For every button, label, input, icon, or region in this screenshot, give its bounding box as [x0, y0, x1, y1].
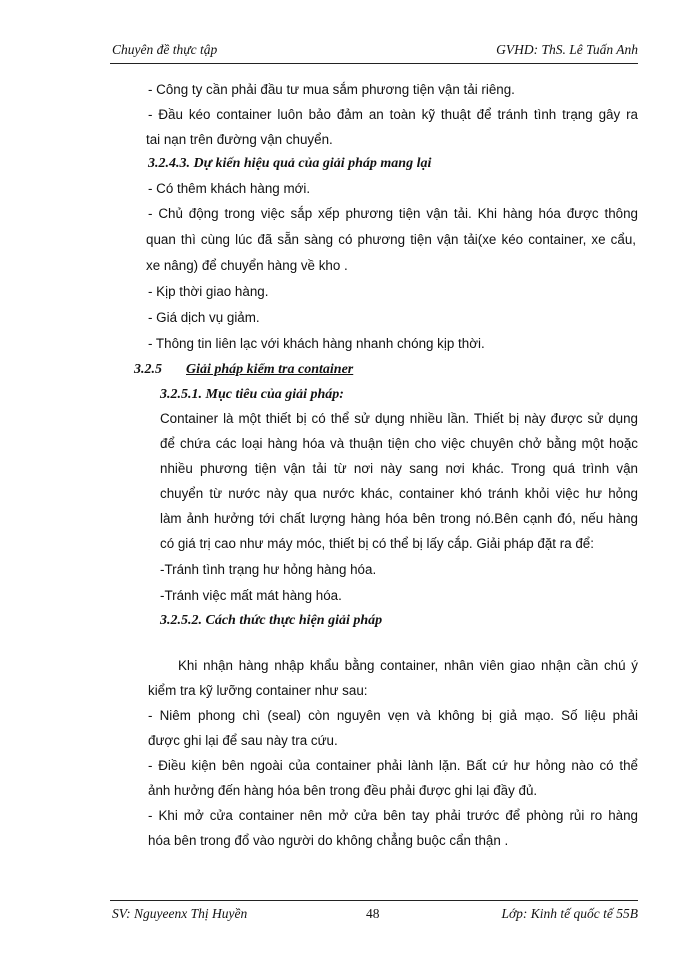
paragraph-line: - Điều kiện bên ngoài của container phải lành lặn. Bất cứ hư hỏng nào có thể — [148, 758, 638, 773]
paragraph-line: được ghi lại để sau này tra cứu. — [148, 733, 338, 748]
paragraph-line: - Có thêm khách hàng mới. — [148, 181, 311, 196]
paragraph-line: Khi nhận hàng nhập khẩu bằng container, nhân viên giao nhận cần chú ý — [178, 658, 638, 673]
page-number: 48 — [366, 906, 380, 921]
page-footer — [112, 906, 638, 926]
paragraph-line: làm ảnh hưởng tới chất lượng hàng hóa bên trong nó.Bên cạnh đó, nếu hàng — [160, 511, 638, 526]
paragraph-line: xe nâng) để chuyển hàng về kho . — [146, 258, 348, 273]
paragraph-line: - Giá dịch vụ giảm. — [148, 310, 260, 325]
section-heading: 3.2.4.3. Dự kiến hiệu quả của giải pháp mang lại — [148, 156, 432, 171]
paragraph-line: - Chủ động trong việc sắp xếp phương tiện vận tải. Khi hàng hóa được thông — [148, 206, 638, 221]
section-heading: Giải pháp kiểm tra container — [186, 362, 354, 377]
section-number: 3.2.5 — [134, 362, 162, 377]
paragraph-line: kiểm tra kỹ lưỡng container như sau: — [148, 683, 368, 698]
subsection-heading: 3.2.5.2. Cách thức thực hiện giải pháp — [160, 613, 383, 628]
paragraph-line: - Công ty cần phải đầu tư mua sắm phương tiện vận tải riêng. — [148, 82, 515, 97]
footer-rule — [110, 900, 638, 901]
paragraph-line: chuyển từ nước này qua nước khác, container khó tránh khỏi việc hư hỏng — [160, 486, 638, 501]
footer-class: Lớp: Kinh tế quốc tế 55B — [501, 906, 638, 921]
paragraph-line: quan thì cùng lúc đã sẵn sàng có phương tiện vận tải(xe kéo container, xe cẩu, — [146, 232, 636, 247]
paragraph-line: - Kịp thời giao hàng. — [148, 284, 269, 299]
footer-student: SV: Nguyeenx Thị Huyền — [112, 906, 248, 921]
subsection-heading: 3.2.5.1. Mục tiêu của giải pháp: — [160, 387, 344, 402]
paragraph-line: - Khi mở cửa container nên mở cửa bên tay phải trước để phòng rủi ro hàng — [148, 808, 638, 823]
paragraph-line: - Thông tin liên lạc với khách hàng nhanh chóng kịp thời. — [148, 336, 485, 351]
paragraph-line: -Tránh việc mất mát hàng hóa. — [160, 588, 342, 603]
paragraph-line: hóa bên trong đổ vào người do không chẳng buộc cẩn thận . — [148, 833, 509, 848]
paragraph-line: -Tránh tình trạng hư hỏng hàng hóa. — [160, 562, 377, 577]
paragraph-line: ảnh hưởng đến hàng hóa bên trong đều phải được ghi lại đầy đủ. — [148, 783, 538, 798]
header-advisor: GVHD: ThS. Lê Tuấn Anh — [496, 42, 638, 57]
header-rule — [110, 63, 638, 64]
paragraph-line: Container là một thiết bị có thể sử dụng nhiều lần. Thiết bị này được sử dụng — [160, 411, 638, 426]
paragraph-line: tai nạn trên đường vận chuyển. — [146, 132, 333, 147]
header-title: Chuyên đề thực tập — [112, 42, 218, 57]
paragraph-line: có giá trị cao như máy móc, thiết bị có thể bị lấy cắp. Giải pháp đặt ra để: — [160, 536, 594, 551]
paragraph-line: - Niêm phong chì (seal) còn nguyên vẹn và không bị giả mạo. Số liệu phải — [148, 708, 638, 723]
paragraph-line: - Đầu kéo container luôn bảo đảm an toàn kỹ thuật để tránh tình trạng gây ra — [148, 107, 638, 122]
page-header — [112, 42, 638, 64]
paragraph-line: nhiều phương tiện vận tải từ nơi này sang nơi khác. Trong quá trình vận — [160, 461, 638, 476]
paragraph-line: để chứa các loại hàng hóa và thuận tiện cho việc chuyên chở bằng một hoặc — [160, 436, 638, 451]
